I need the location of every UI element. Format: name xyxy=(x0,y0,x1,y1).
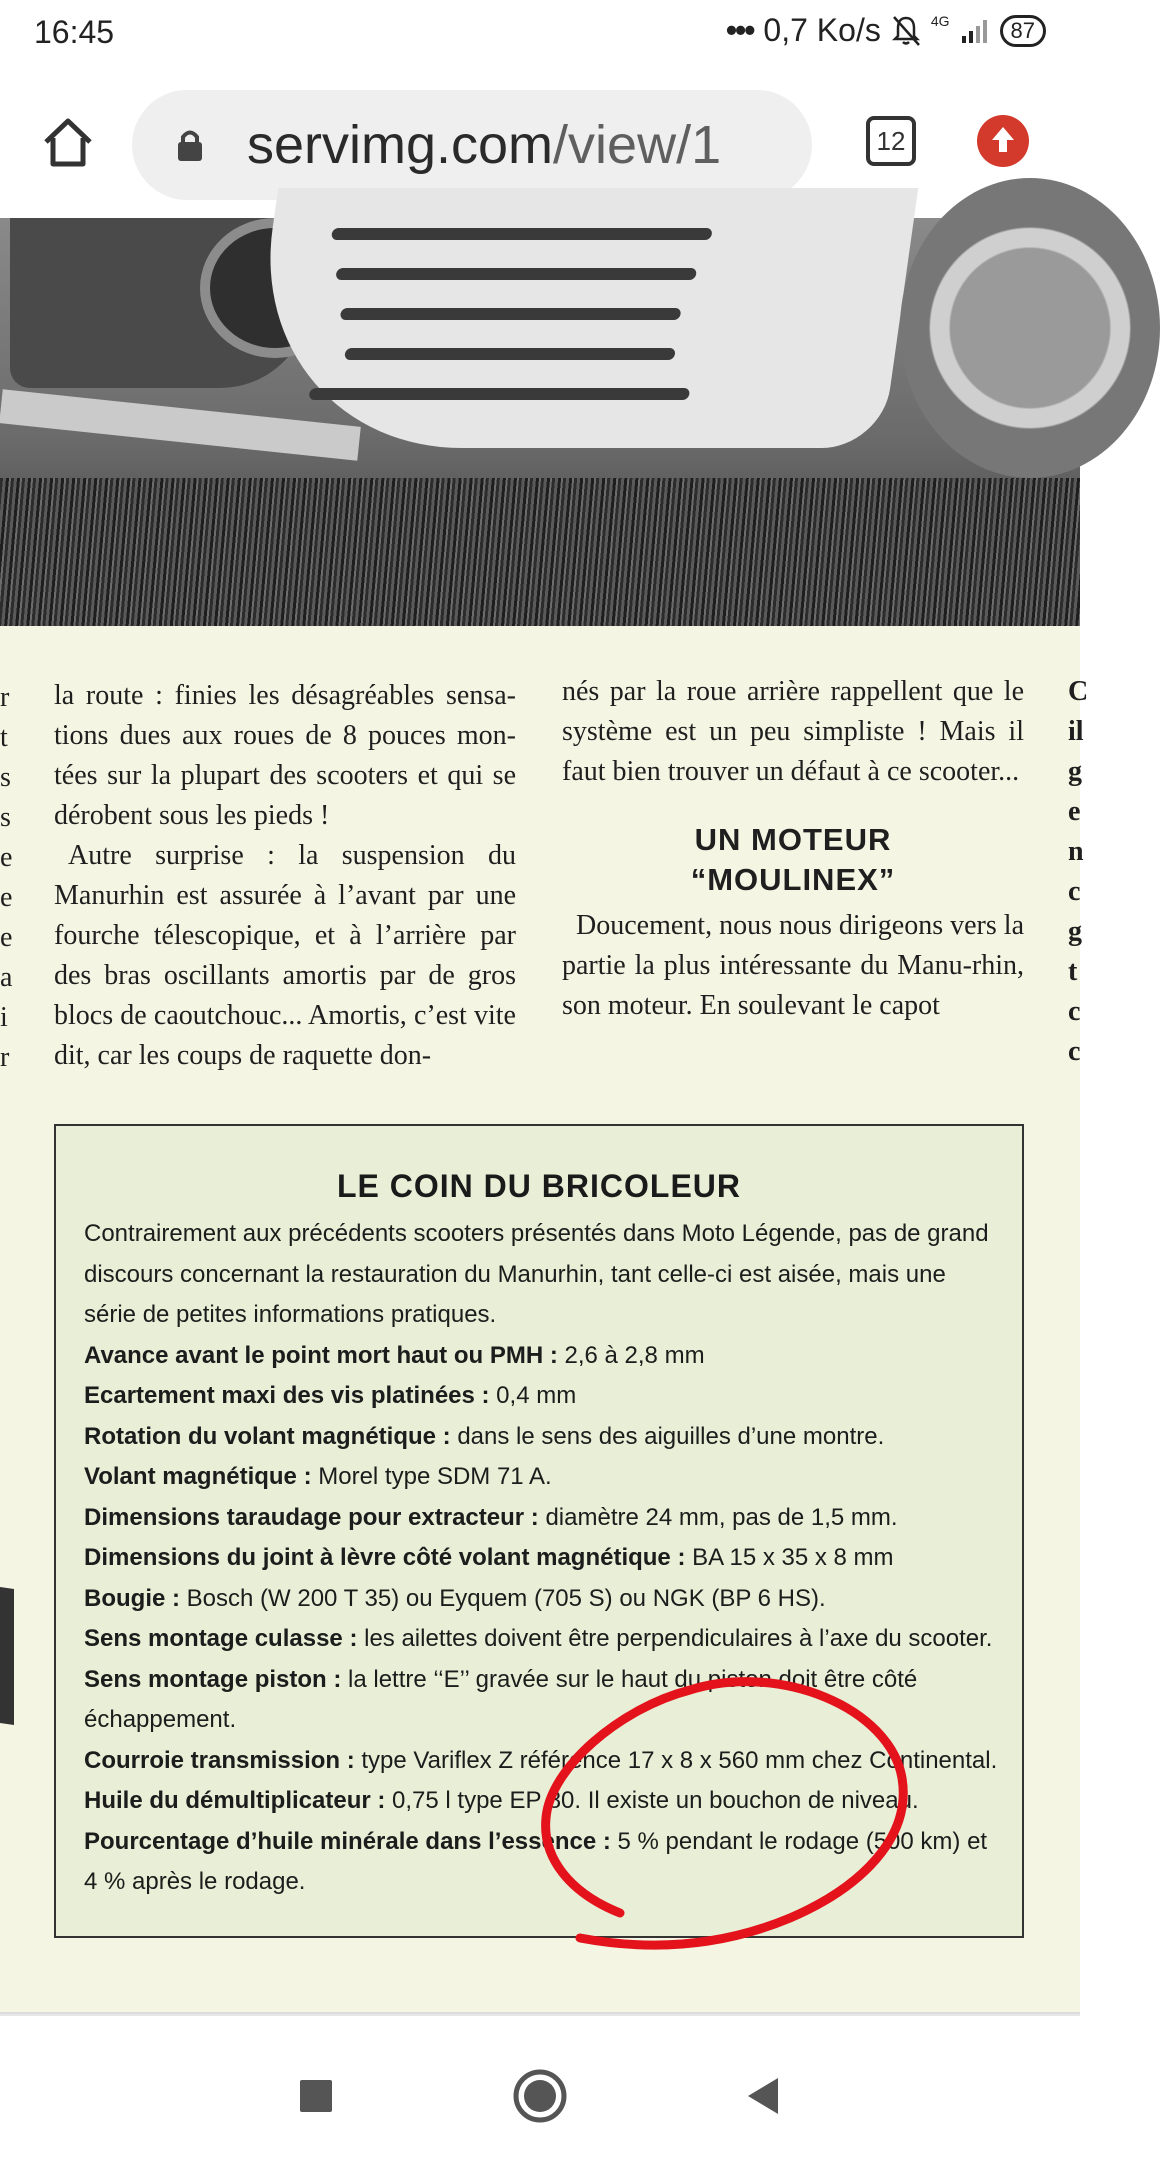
cut-off-image-edge xyxy=(0,1587,14,1725)
spec-item: Rotation du volant magnétique : dans le sens des aiguilles d’une montre. xyxy=(84,1422,885,1450)
home-icon[interactable] xyxy=(38,112,98,172)
url-text xyxy=(247,114,721,176)
spec-item: Pourcentage d’huile minérale dans l’essence : 5 % pendant le rodage (500 km) et 4 % après le rodage. xyxy=(84,1827,988,1895)
bell-off-icon xyxy=(891,15,921,47)
article-paragraph: la route : finies les désagréables sensa-tions dues aux roues de 8 pouces mon-tées sur la plupart des scooters et qui se dérobent sous les pieds ! xyxy=(54,680,516,831)
floor-strip xyxy=(335,268,697,280)
update-icon[interactable] xyxy=(976,114,1030,168)
rear-wheel-shape xyxy=(900,178,1160,478)
url-path: /view/1 xyxy=(553,115,722,175)
spec-item: Courroie transmission : type Variflex Z référence 17 x 8 x 560 mm chez Continental. xyxy=(84,1746,998,1774)
recents-icon[interactable] xyxy=(284,2064,348,2128)
article-paragraph: Autre surprise : la suspension du Manurhin est assurée à l’avant par une fourche télescopique, et à l’arrière par des bras oscillants amortis par de gros blocs de caoutchouc... Amortis, c’est vite dit, car les coups de raquette don- xyxy=(54,840,516,1071)
box-body xyxy=(84,1214,1000,1903)
network-speed: 0,7 Ko/s xyxy=(763,12,881,48)
section-heading xyxy=(562,820,1024,900)
spec-item: Avance avant le point mort haut ou PMH : 2,6 à 2,8 mm xyxy=(84,1341,705,1369)
article-paragraph: nés par la roue arrière rappellent que le système est un peu simpliste ! Mais il faut bien trouver un défaut à ce scooter... xyxy=(562,676,1024,787)
article-left-column xyxy=(54,676,516,1076)
status-time: 16:45 xyxy=(34,14,115,50)
bricoleur-box xyxy=(54,1124,1024,1938)
dots-icon: ••• xyxy=(725,12,754,48)
article-paragraph: Doucement, nous nous dirigeons vers la partie la plus intéressante du Manu-rhin, son moteur. En soulevant le capot xyxy=(562,910,1024,1021)
scanned-page xyxy=(0,218,1089,2014)
spec-item: Huile du démultiplicateur : 0,75 l type EP 80. Il existe un bouchon de niveau. xyxy=(84,1787,919,1814)
lock-icon xyxy=(176,128,204,162)
article-middle-column xyxy=(562,672,1024,1026)
floor-strip xyxy=(340,308,682,320)
cut-off-right-column: C il g e n c g t c c xyxy=(1068,676,1089,1067)
spec-item: Dimensions du joint à lèvre côté volant magnétique : BA 15 x 35 x 8 mm xyxy=(84,1544,894,1571)
status-bar xyxy=(0,0,1080,68)
box-title: LE COIN DU BRICOLEUR xyxy=(337,1168,741,1204)
url-domain: servimg.com xyxy=(247,115,554,175)
spec-item: Dimensions taraudage pour extracteur : diamètre 24 mm, pas de 1,5 mm. xyxy=(84,1503,898,1531)
spec-item: Sens montage culasse : les ailettes doivent être perpendiculaires à l’axe du scooter. xyxy=(84,1625,993,1652)
grass-texture xyxy=(0,478,1080,626)
spec-item: Ecartement maxi des vis platinées : 0,4 mm xyxy=(84,1382,577,1409)
page-bottom-edge xyxy=(0,2012,1080,2016)
floor-strip xyxy=(308,388,690,400)
tabs-icon[interactable]: 12 xyxy=(866,116,916,166)
cut-off-left-column: r t s s e e e a i r xyxy=(0,682,13,1073)
box-intro: Contrairement aux précédents scooters présentés dans Moto Légende, pas de grand discours concernant la restauration du Manurhin, tant celle-ci est aisée, mais une série de petites informations pratiques. xyxy=(84,1220,989,1328)
network-type: 4G xyxy=(930,12,950,29)
back-icon[interactable] xyxy=(732,2064,796,2128)
battery-icon: 87 xyxy=(1000,15,1046,47)
spec-item: Volant magnétique : Morel type SDM 71 A. xyxy=(84,1463,552,1490)
heading-line-1: UN MOTEUR xyxy=(694,822,892,857)
status-icons xyxy=(726,12,1046,49)
heading-line-2: “MOULINEX” xyxy=(690,862,896,897)
navigation-bar xyxy=(0,2032,1080,2160)
scooter-photo xyxy=(0,218,1080,626)
floor-strip xyxy=(331,228,713,240)
spec-item: Sens montage piston : la lettre ‘‘E’’ gravée sur le haut du piston doit être côté échappement. xyxy=(84,1665,918,1733)
address-bar[interactable] xyxy=(132,90,812,200)
spec-item: Bougie : Bosch (W 200 T 35) ou Eyquem (705 S) ou NGK (BP 6 HS). xyxy=(84,1584,826,1612)
footboard-shape xyxy=(242,188,919,448)
floor-strip xyxy=(344,348,676,360)
signal-icon xyxy=(960,18,990,44)
frame-rail-shape xyxy=(0,389,361,460)
home-circle-icon[interactable] xyxy=(508,2064,572,2128)
